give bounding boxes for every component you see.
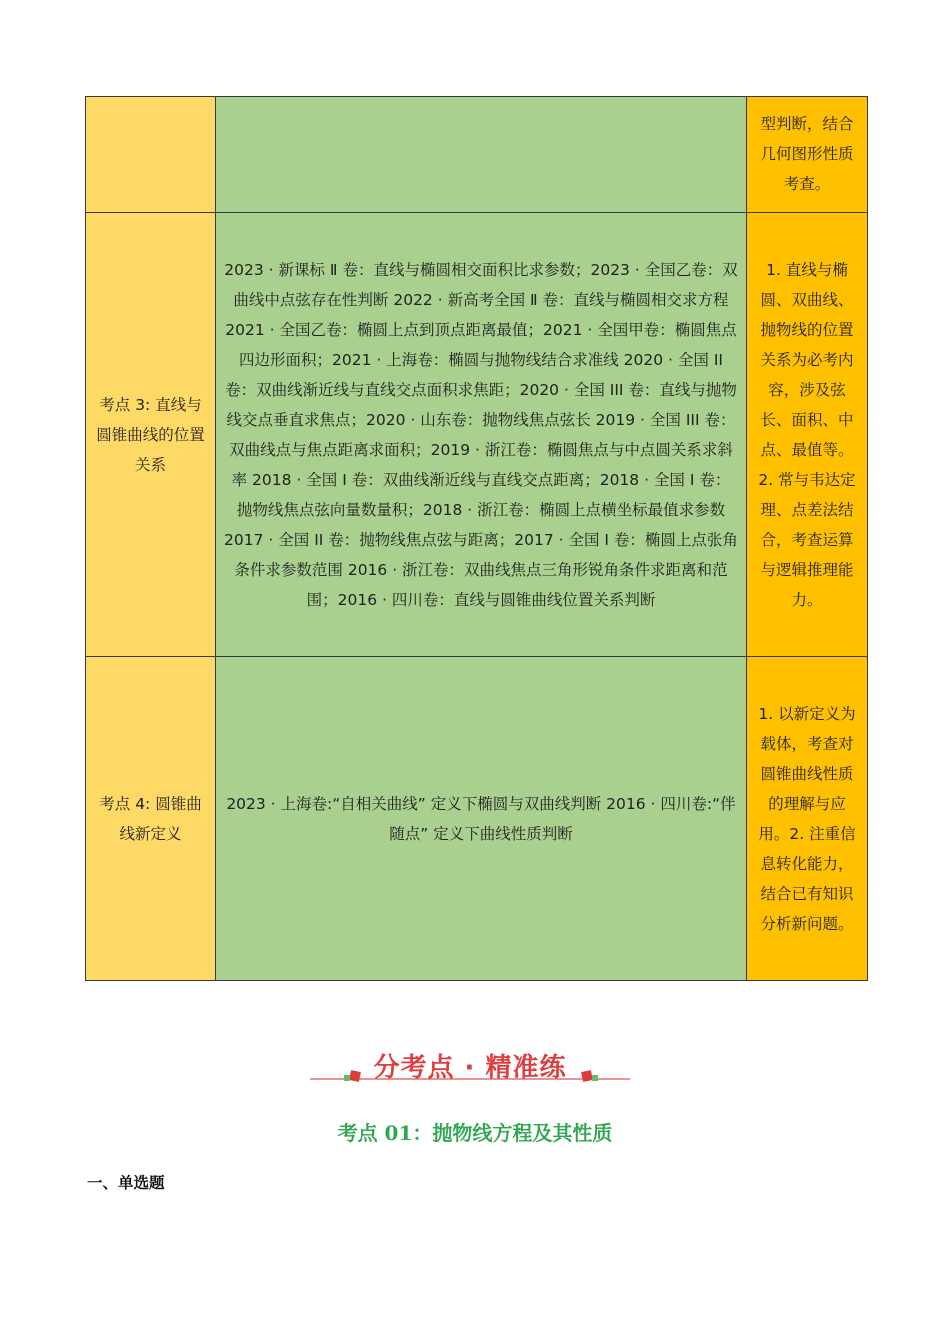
section-heading: 考点 01：抛物线方程及其性质 — [337, 1121, 613, 1145]
analysis-cell: 1. 直线与椭圆、双曲线、抛物线的位置关系为必考内容，涉及弦长、面积、中点、最值等。2. 常与韦达定理、点差法结合，考查运算与逻辑推理能力。 — [747, 213, 868, 657]
exam-point-cell: 考点 3: 直线与圆锥曲线的位置关系 — [86, 213, 216, 657]
exam-papers-cell — [216, 97, 747, 213]
question-type-title: 一、单选题 — [87, 1174, 165, 1192]
table-row — [86, 97, 868, 213]
analysis-cell: 1. 以新定义为载体，考查对圆锥曲线性质的理解与应用。2. 注重信息转化能力，结合已有知识分析新问题。 — [747, 657, 868, 981]
exam-point-cell: 考点 4: 圆锥曲线新定义 — [86, 657, 216, 981]
exam-analysis-table — [85, 96, 868, 981]
analysis-cell: 型判断，结合几何图形性质考查。 — [747, 97, 868, 213]
exam-point-cell — [86, 97, 216, 213]
banner-title: 分考点 · 精准练 — [373, 1053, 567, 1083]
section-banner — [308, 1043, 632, 1093]
exam-papers-cell: 2023 · 新课标 Ⅱ 卷：直线与椭圆相交面积比求参数；2023 · 全国乙卷：双曲线中点弦存在性判断 2022 · 新高考全国 Ⅱ 卷：直线与椭圆相交求方程 2021 · 全国乙卷：椭圆上点到顶点距离最值；2021 · 全国甲卷：椭圆焦点四边形面积；2021 · 上海卷：椭圆与抛物线结合求准线 2020 · 全国 II 卷：双曲线渐近线与直线交点面积求焦距；2020 · 全国 III 卷：直线与抛物线交点垂直求焦点；2020 · 山东卷：抛物线焦点弦长 2019 · 全国 III 卷：双曲线点与焦点距离求面积；2019 · 浙江卷：椭圆焦点与中点圆关系求斜率 2018 · 全国 I 卷：双曲线渐近线与直线交点距离；2018 · 全国 I 卷：抛物线焦点弦向量数量积；2018 · 浙江卷：椭圆上点横坐标最值求参数 2017 · 全国 II 卷：抛物线焦点弦与距离；2017 · 全国 I 卷：椭圆上点张角条件求参数范围 2016 · 浙江卷：双曲线焦点三角形锐角条件求距离和范围；2016 · 四川卷：直线与圆锥曲线位置关系判断 — [216, 213, 747, 657]
table-row — [86, 213, 868, 657]
table-row — [86, 657, 868, 981]
exam-papers-cell: 2023 · 上海卷:“自相关曲线” 定义下椭圆与双曲线判断 2016 · 四川卷:“伴随点” 定义下曲线性质判断 — [216, 657, 747, 981]
